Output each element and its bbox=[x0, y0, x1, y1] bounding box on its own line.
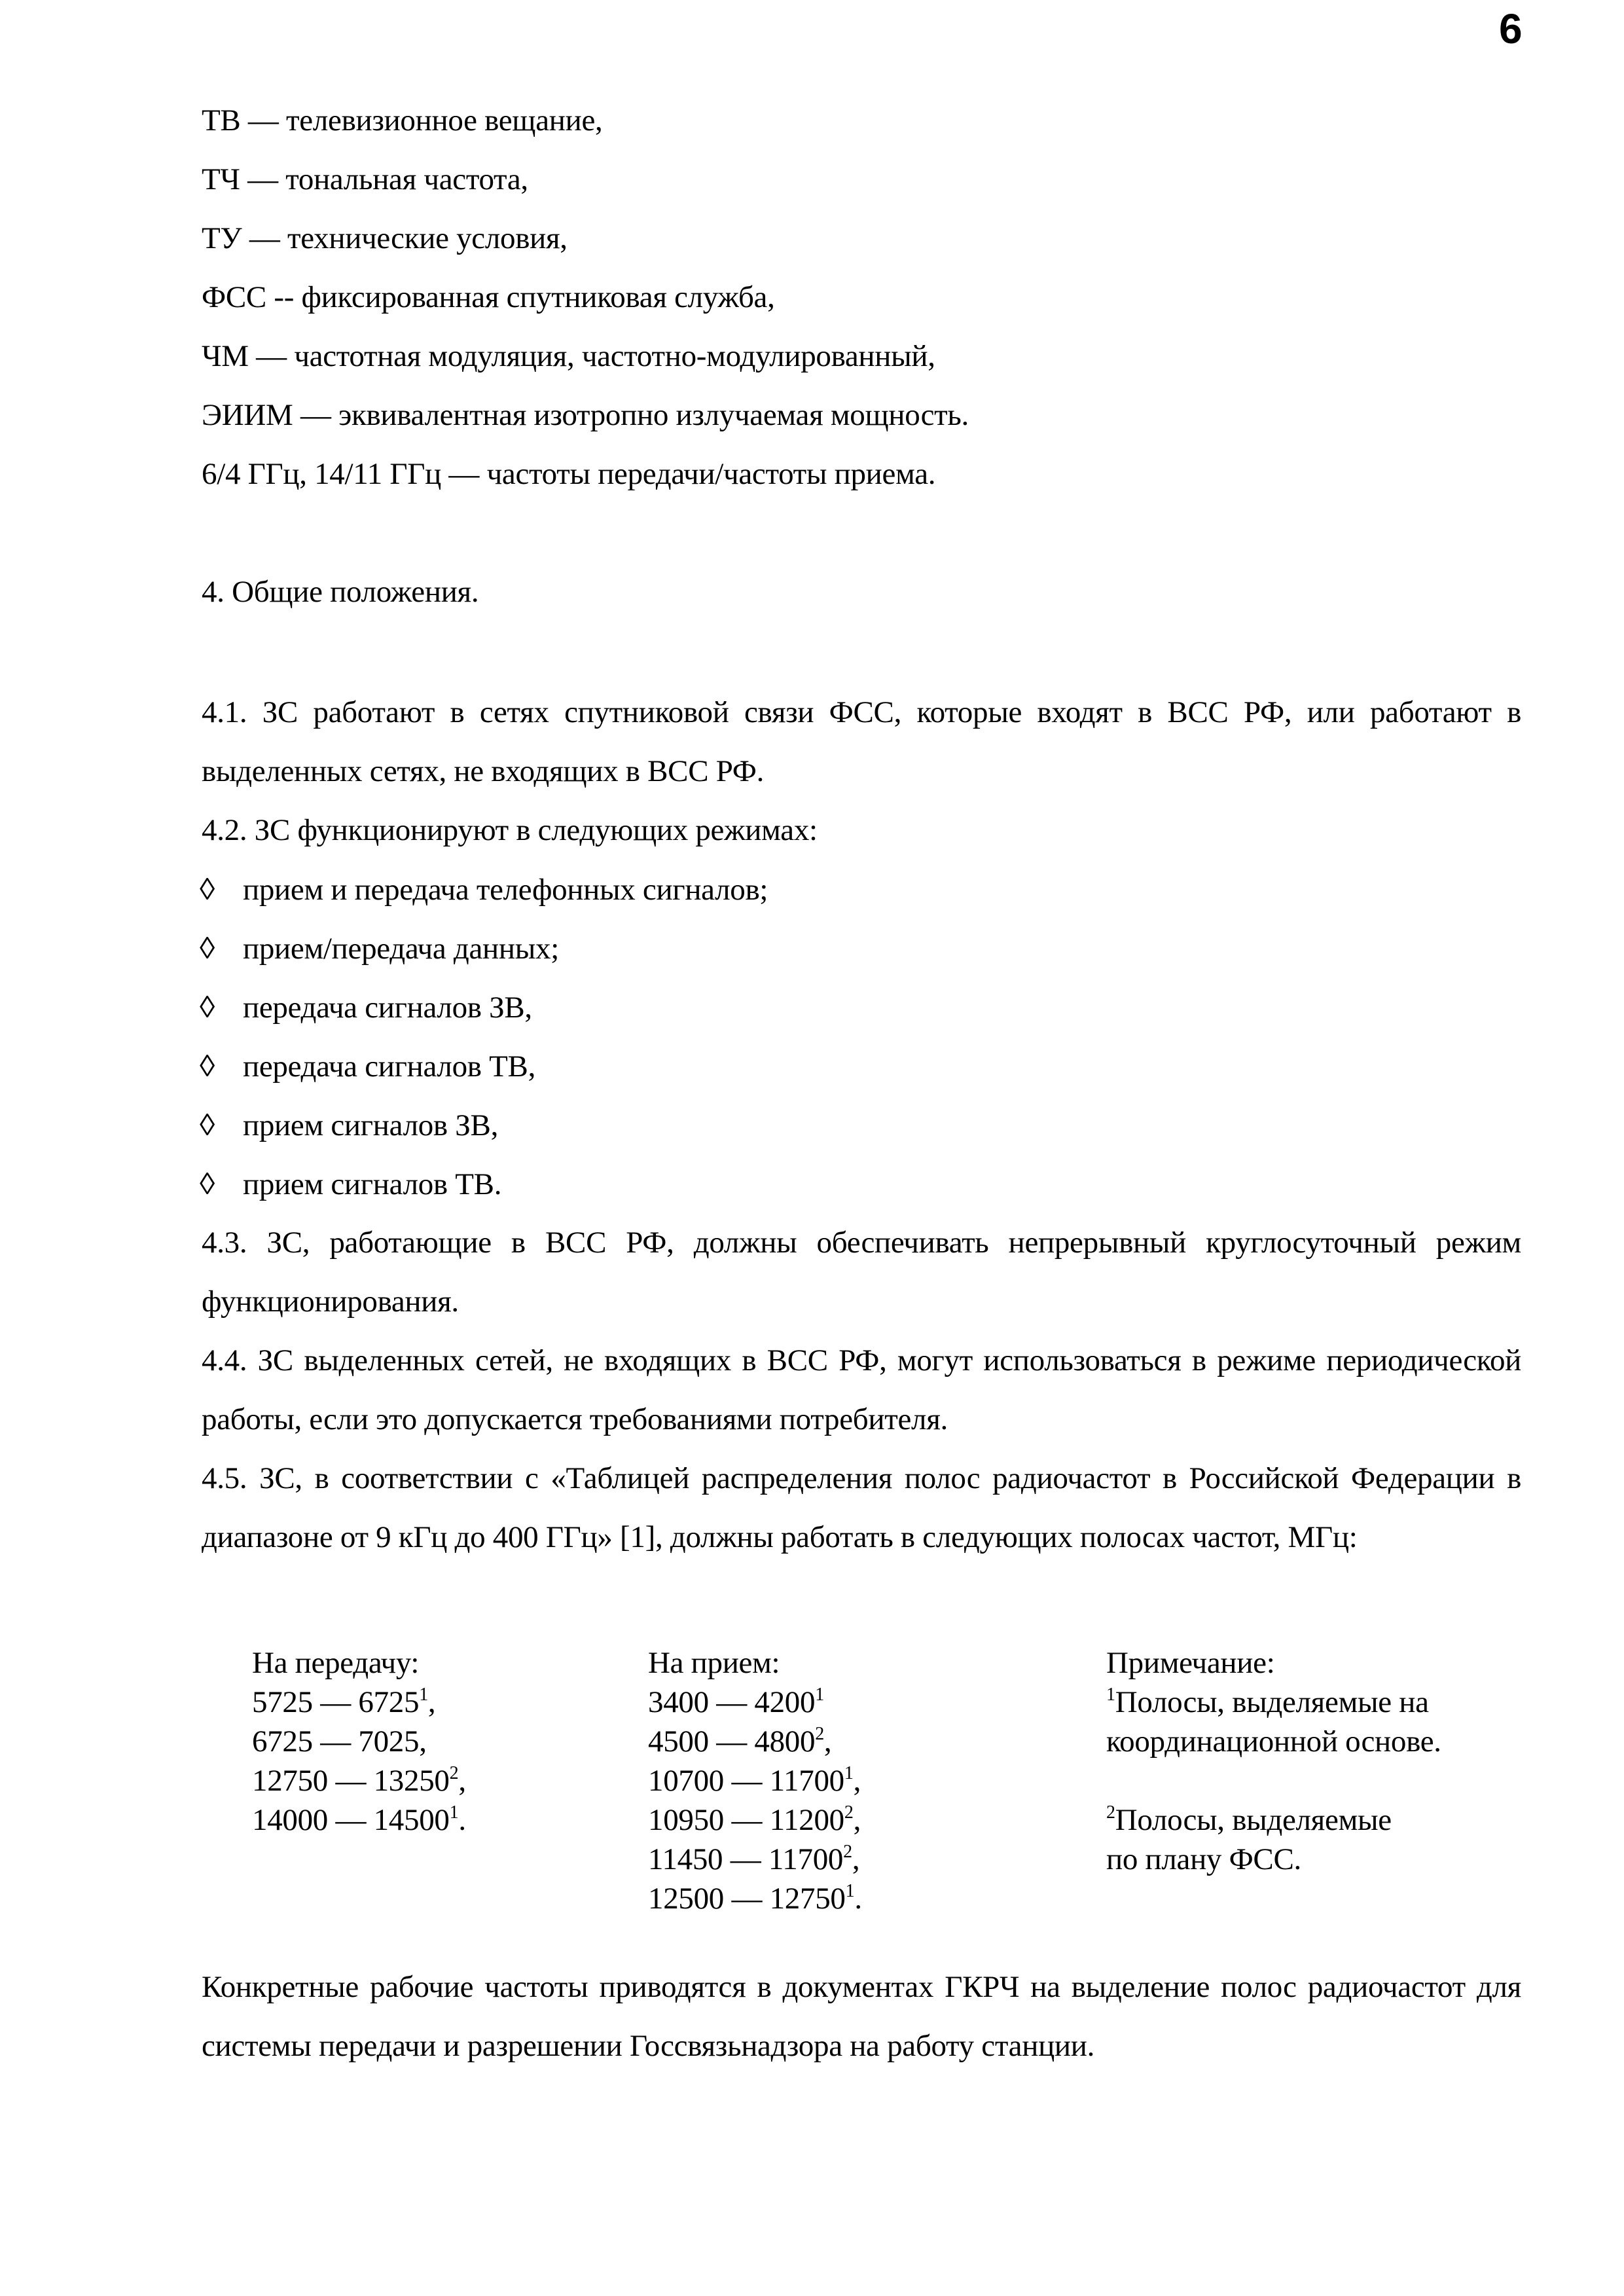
note-2: $^2$Полосы, выделяемые bbox=[1106, 1802, 1392, 1837]
band-row: 4500 — 4800$^2$, bbox=[648, 1724, 832, 1758]
abbreviation-item: ТЧ — тональная частота, bbox=[202, 162, 528, 196]
list-item bbox=[200, 993, 532, 1023]
list-item bbox=[200, 1110, 498, 1141]
list-item-text: прием сигналов ТВ. bbox=[243, 1167, 502, 1201]
band-row: 6725 — 7025, bbox=[252, 1724, 427, 1758]
notes-header: Примечание: bbox=[1106, 1646, 1275, 1680]
list-item bbox=[200, 1169, 501, 1200]
band-row: 10950 — 11200$^2$, bbox=[648, 1802, 861, 1837]
abbreviation-item: ЭИИМ — эквивалентная изотропно излучаемая мощность. bbox=[202, 398, 969, 432]
list-item-text: прием сигналов ЗВ, bbox=[243, 1108, 499, 1142]
closing-paragraph: Конкретные рабочие частоты приводятся в документах ГКРЧ на выделение полос радиочастот для системы передачи и разрешении Госсвязьнадзора на работу станции. bbox=[202, 1970, 1521, 2063]
list-item bbox=[200, 934, 559, 964]
diamond-bullet-icon: ◊ bbox=[200, 873, 215, 907]
abbreviation-item: ЧМ — частотная модуляция, частотно-модулированный, bbox=[202, 339, 935, 373]
diamond-bullet-icon: ◊ bbox=[200, 932, 215, 966]
paragraph-4-2: 4.2. ЗС функционируют в следующих режимах: bbox=[202, 813, 818, 847]
list-item-text: передача сигналов ТВ, bbox=[243, 1049, 536, 1084]
transmit-header: На передачу: bbox=[252, 1646, 420, 1680]
band-row: 12500 — 12750$^1$. bbox=[648, 1881, 862, 1916]
band-row: 14000 — 14500$^1$. bbox=[252, 1802, 466, 1837]
list-item-text: прием/передача данных; bbox=[243, 932, 559, 966]
note-1: $^1$Полосы, выделяемые на bbox=[1106, 1685, 1429, 1719]
receive-bands-column bbox=[648, 1643, 862, 1918]
diamond-bullet-icon: ◊ bbox=[200, 1049, 215, 1084]
band-row: 11450 — 11700$^2$, bbox=[648, 1842, 860, 1876]
band-row: 5725 — 6725$^1$, bbox=[252, 1685, 436, 1719]
abbreviation-item: ТВ — телевизионное вещание, bbox=[202, 103, 603, 137]
notes-column bbox=[1106, 1643, 1441, 1879]
list-item-text: передача сигналов ЗВ, bbox=[243, 991, 532, 1025]
band-row: 10700 — 11700$^1$, bbox=[648, 1763, 861, 1798]
abbreviation-item: 6/4 ГГц, 14/11 ГГц — частоты передачи/частоты приема. bbox=[202, 457, 936, 491]
receive-header: На прием: bbox=[648, 1646, 780, 1680]
band-row: 12750 — 13250$^2$, bbox=[252, 1763, 466, 1798]
abbreviation-item: ТУ — технические условия, bbox=[202, 221, 568, 255]
note-2-cont: по плану ФСС. bbox=[1106, 1842, 1301, 1876]
list-item bbox=[200, 1051, 535, 1082]
list-item bbox=[200, 875, 768, 905]
section-title: 4. Общие положения. bbox=[202, 575, 479, 609]
diamond-bullet-icon: ◊ bbox=[200, 1108, 215, 1142]
paragraph-4-4: 4.4. ЗС выделенных сетей, не входящих в ВСС РФ, могут использоваться в режиме периодической работы, если это допускается требованиями потребителя. bbox=[202, 1343, 1521, 1436]
transmit-bands-column bbox=[252, 1643, 466, 1840]
paragraph-4-3: 4.3. ЗС, работающие в ВСС РФ, должны обеспечивать непрерывный круглосуточный режим функционирования. bbox=[202, 1226, 1521, 1319]
diamond-bullet-icon: ◊ bbox=[200, 1167, 215, 1201]
band-row: 3400 — 4200$^1$ bbox=[648, 1685, 824, 1719]
page-number: 6 bbox=[1499, 5, 1523, 52]
note-1-cont: координационной основе. bbox=[1106, 1724, 1441, 1758]
paragraph-4-5: 4.5. ЗС, в соответствии с «Таблицей распределения полос радиочастот в Российской Федерации в диапазоне от 9 кГц до 400 ГГц» [1], должны работать в следующих полосах частот, МГц: bbox=[202, 1461, 1521, 1554]
list-item-text: прием и передача телефонных сигналов; bbox=[243, 873, 768, 907]
diamond-bullet-icon: ◊ bbox=[200, 991, 215, 1025]
paragraph-4-1: 4.1. ЗС работают в сетях спутниковой связи ФСС, которые входят в ВСС РФ, или работают в выделенных сетях, не входящих в ВСС РФ. bbox=[202, 695, 1521, 788]
abbreviation-item: ФСС -- фиксированная спутниковая служба, bbox=[202, 280, 775, 314]
